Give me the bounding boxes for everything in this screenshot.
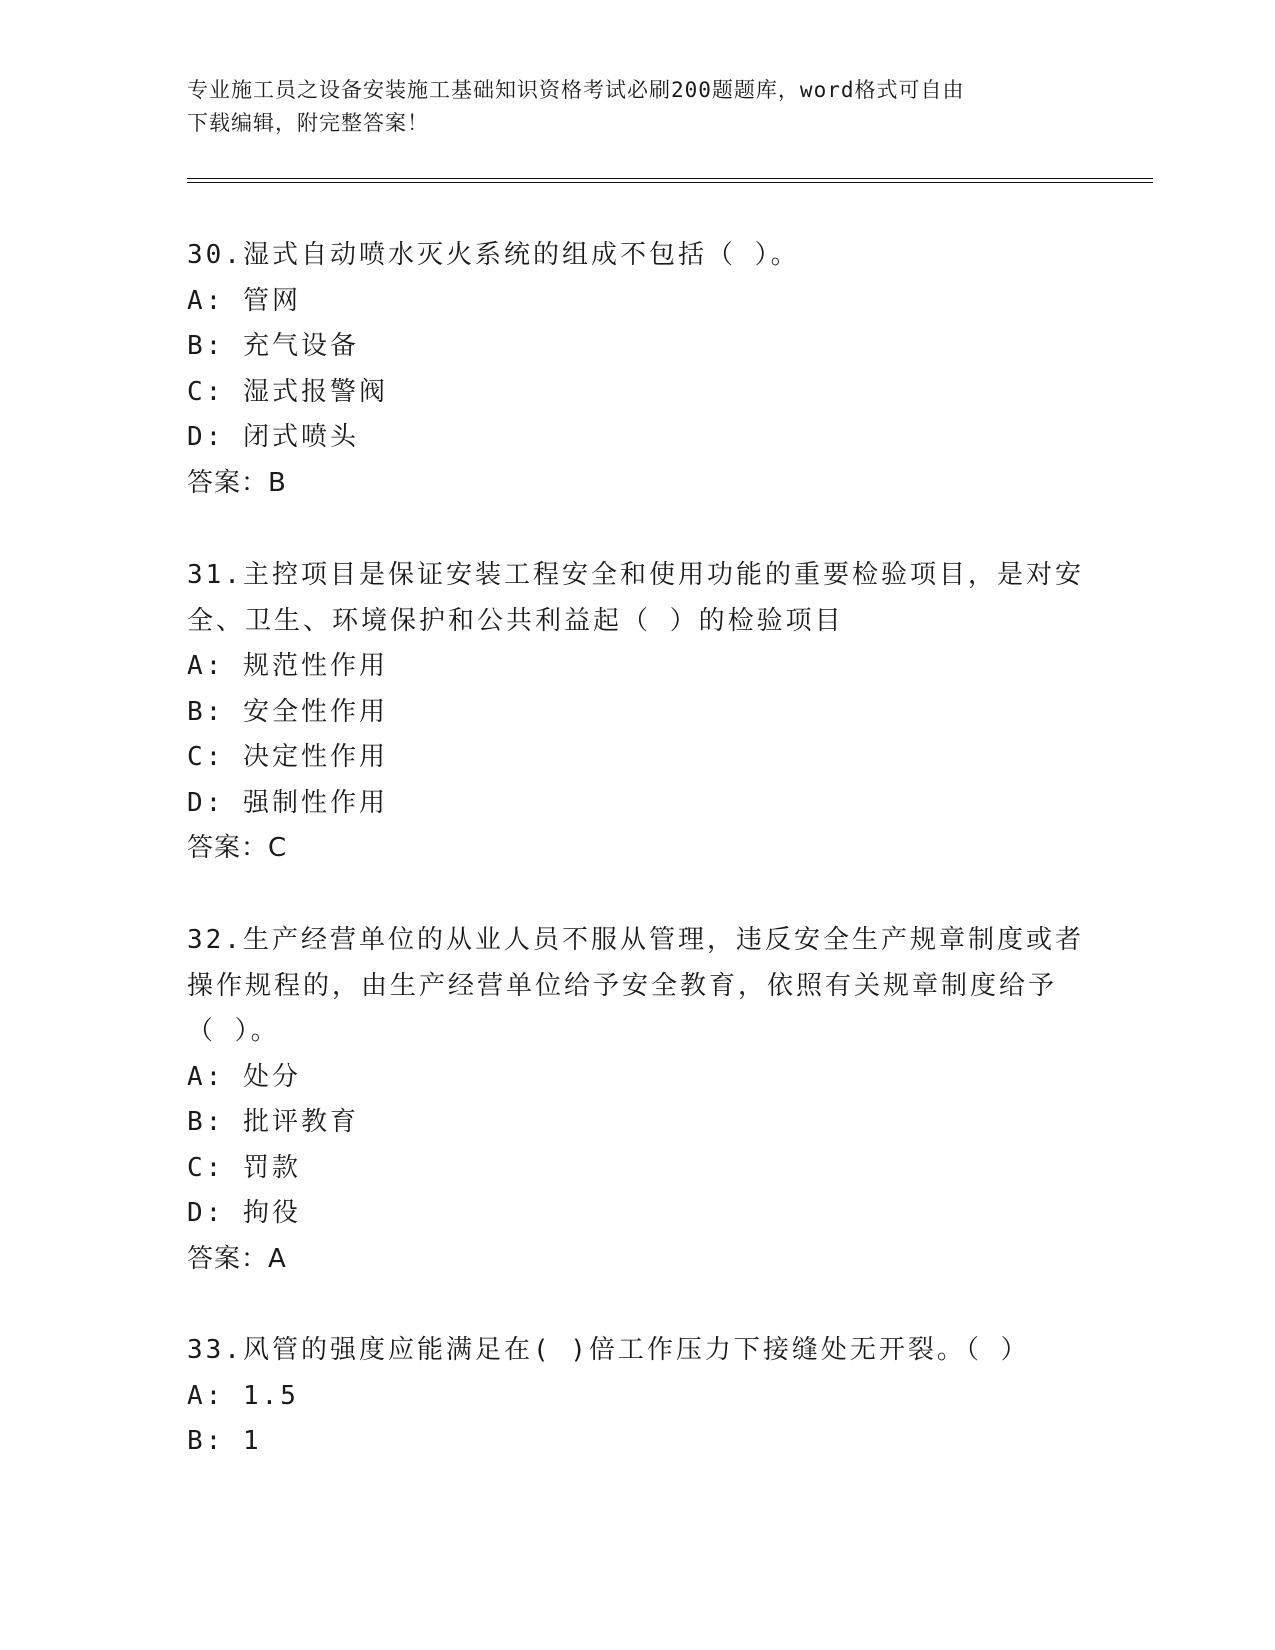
- header-divider-top: [187, 178, 1153, 179]
- option-b: B: 批评教育: [187, 1107, 359, 1137]
- option-a: A: 管网: [187, 285, 301, 316]
- stem-line: 30.湿式自动喷水灭火系统的组成不包括（ ）。: [187, 240, 800, 270]
- stem-line: 33.风管的强度应能满足在( )倍工作压力下接缝处无开裂。（ ）: [187, 1335, 1030, 1365]
- option-b: B: 安全性作用: [187, 696, 388, 727]
- option-c: C: 决定性作用: [187, 742, 388, 772]
- header-line-1: 专业施工员之设备安装施工基础知识资格考试必刷200题题库，word格式可自由: [187, 78, 965, 102]
- stem-line: 操作规程的，由生产经营单位给予安全教育，依照有关规章制度给予: [187, 970, 1058, 1001]
- stem-line: （ ）。: [187, 1016, 280, 1046]
- answer: 答案：C: [187, 833, 288, 863]
- option-a: A: 处分: [187, 1061, 301, 1092]
- option-d: D: 强制性作用: [187, 787, 388, 818]
- question-stem: [187, 553, 1087, 644]
- stem-line: 全、卫生、环境保护和公共利益起（ ）的检验项目: [187, 605, 844, 636]
- option-d: D: 拘役: [187, 1198, 301, 1228]
- answer: 答案：A: [187, 1243, 287, 1274]
- question-stem: [187, 233, 1087, 279]
- header-line-2: 下载编辑，附完整答案！: [187, 111, 429, 135]
- document-header: [187, 74, 1067, 140]
- option-c: C: 湿式报警阀: [187, 376, 388, 407]
- option-b: B: 充气设备: [187, 331, 359, 361]
- option-d: D: 闭式喷头: [187, 422, 359, 452]
- question-31: [187, 553, 1087, 872]
- option-c: C: 罚款: [187, 1152, 301, 1183]
- question-stem: [187, 1328, 1087, 1374]
- option-a: A: 规范性作用: [187, 651, 388, 681]
- header-divider-bottom: [187, 182, 1153, 183]
- question-stem: [187, 918, 1087, 1055]
- question-30: [187, 233, 1087, 506]
- option-b: B: 1: [187, 1426, 262, 1456]
- question-33: [187, 1328, 1087, 1465]
- answer: 答案：B: [187, 467, 287, 498]
- stem-line: 31.主控项目是保证安装工程安全和使用功能的重要检验项目，是对安: [187, 560, 1084, 590]
- stem-line: 32.生产经营单位的从业人员不服从管理，违反安全生产规章制度或者: [187, 925, 1084, 955]
- option-a: A: 1.5: [187, 1380, 299, 1411]
- question-32: [187, 918, 1087, 1282]
